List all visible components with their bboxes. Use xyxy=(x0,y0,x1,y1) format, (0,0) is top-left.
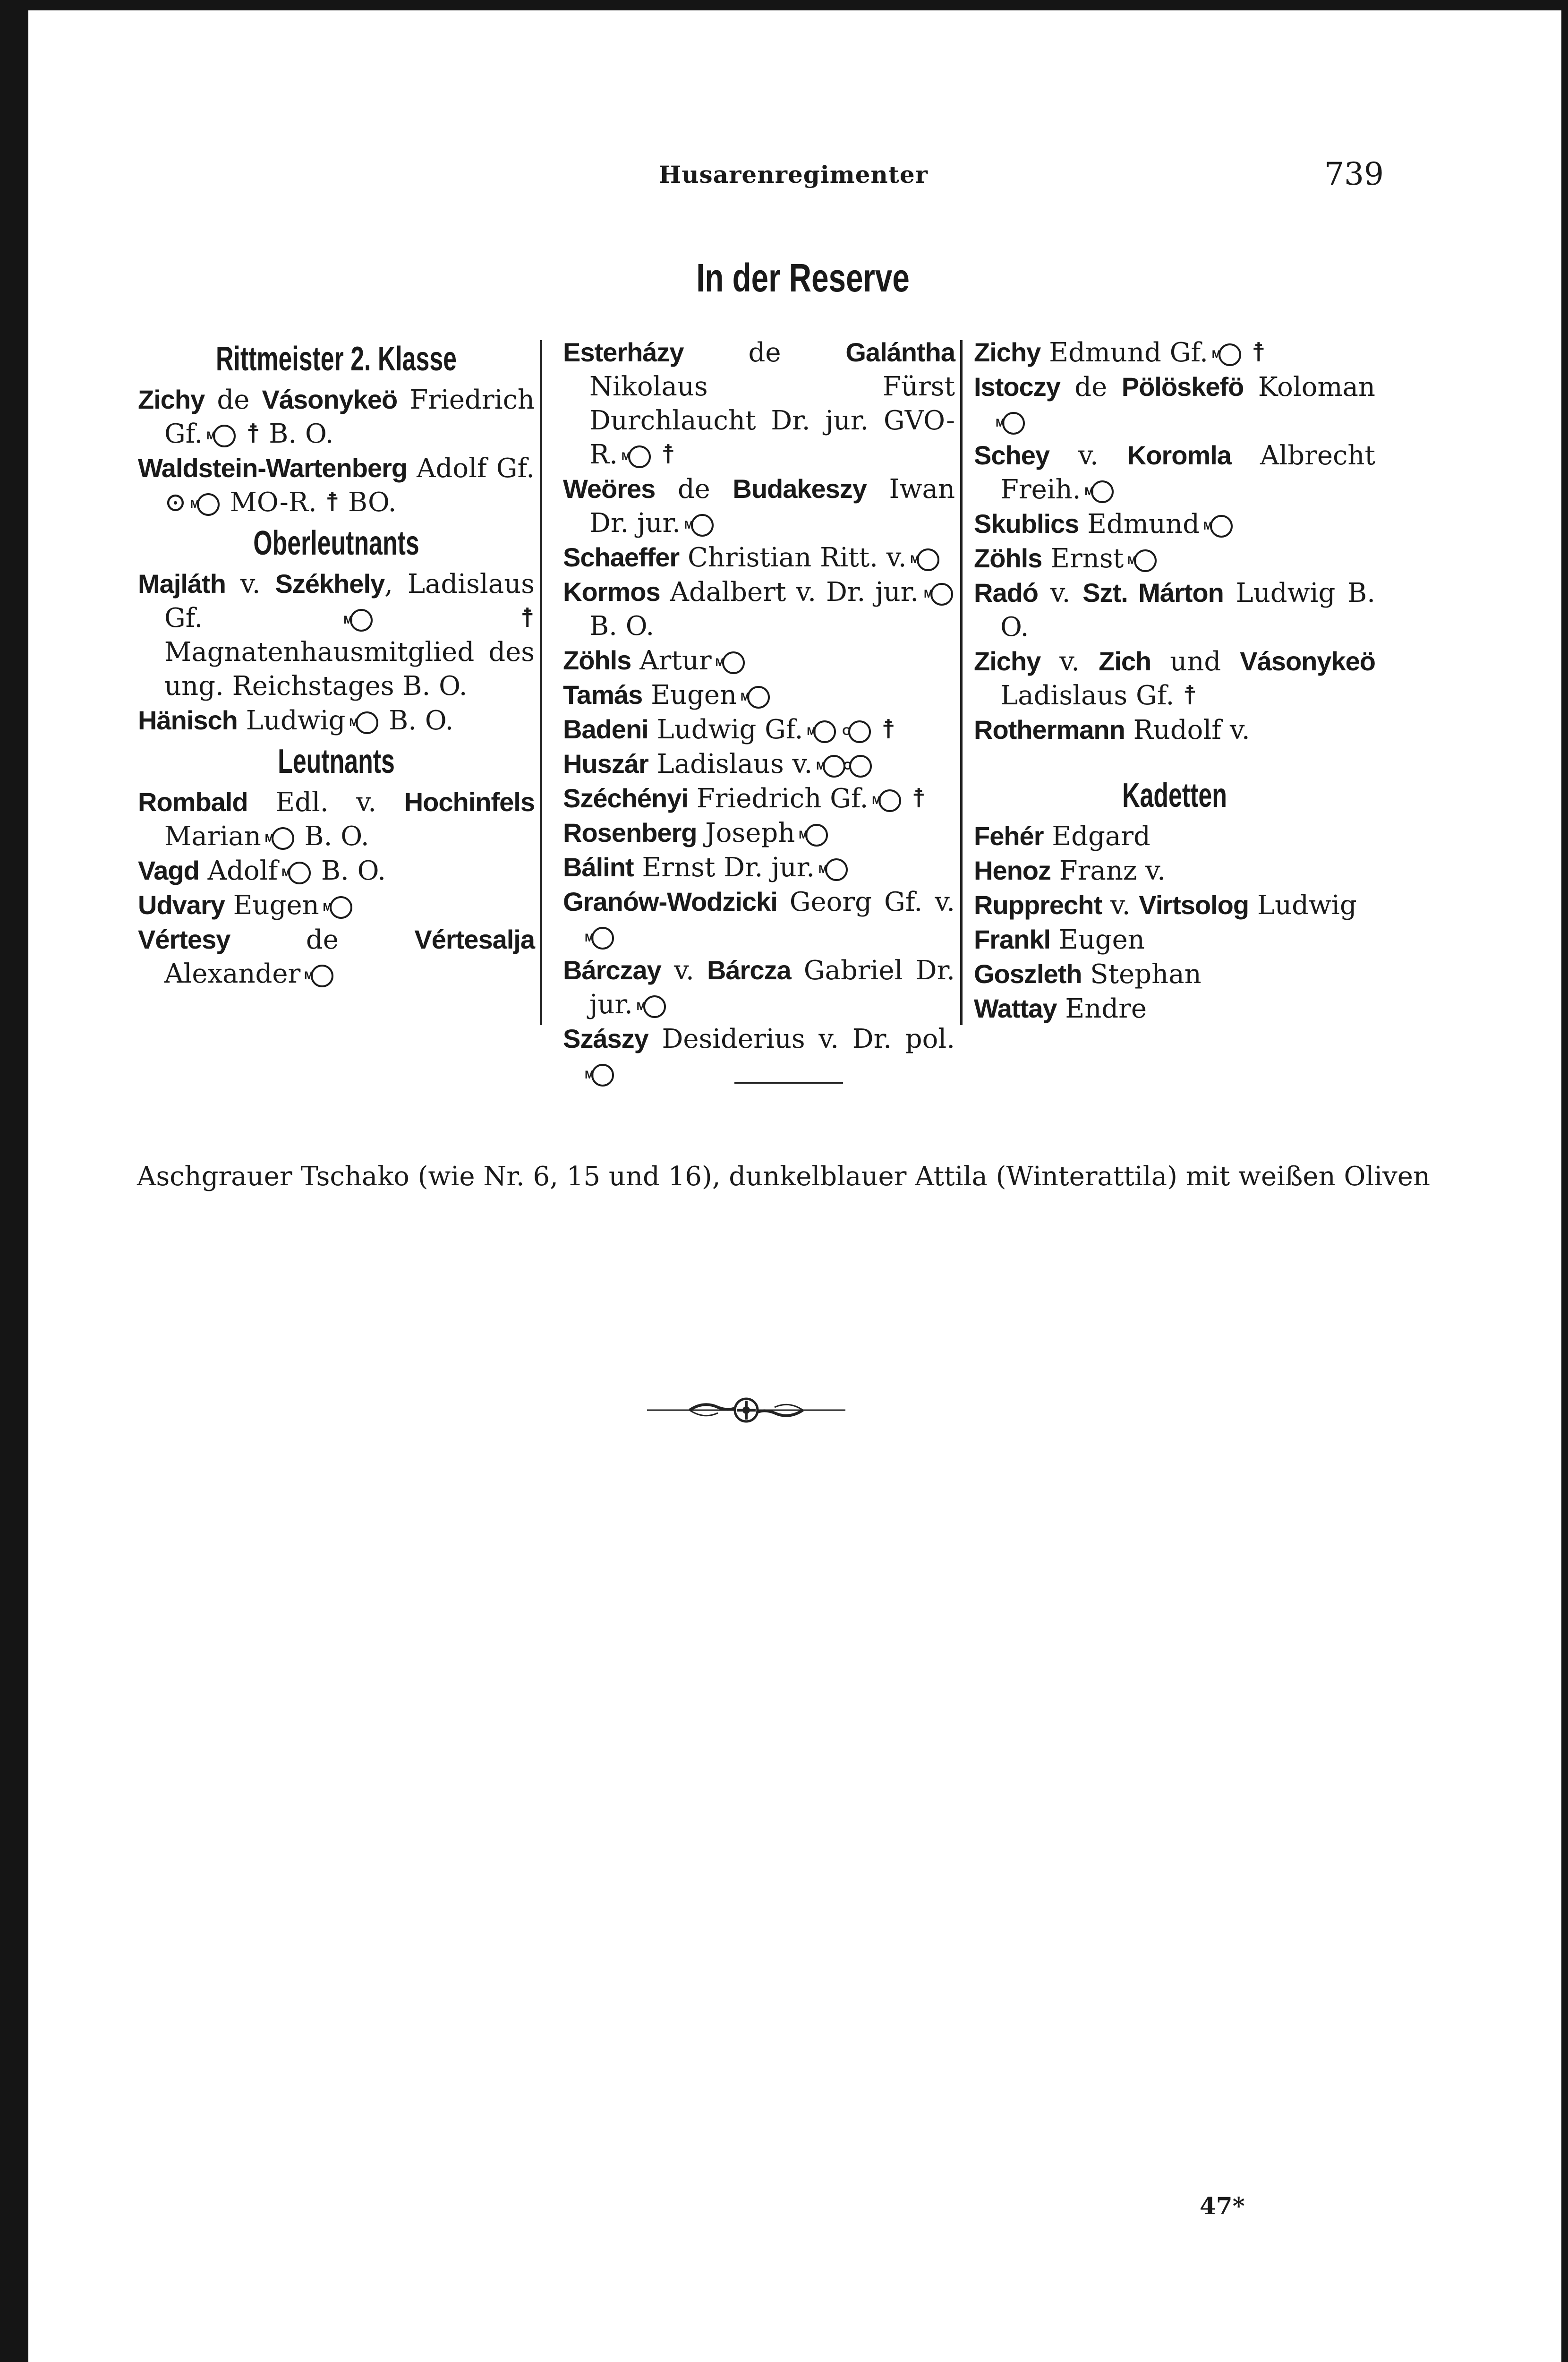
given-names: Adolf Gf. xyxy=(407,453,535,484)
medal-icon: M xyxy=(197,493,220,516)
given-names: Artur xyxy=(631,645,712,676)
place-name: Pölöskefö xyxy=(1121,372,1244,402)
medal-icon: M xyxy=(917,548,939,571)
cross-icon: ☨ xyxy=(1251,337,1266,368)
surname: Zöhls xyxy=(974,543,1042,573)
surname: Badeni xyxy=(563,714,648,744)
place-name: Vásonykeö xyxy=(1240,646,1375,676)
roster-entry xyxy=(563,678,955,712)
roster-entry xyxy=(138,785,535,854)
given-names: Joseph xyxy=(697,818,795,848)
surname: Esterházy xyxy=(563,337,684,367)
given-names: Ludwig Gf. xyxy=(648,714,803,745)
medal-icon: M xyxy=(350,609,373,632)
roster-entry xyxy=(974,644,1375,713)
section-divider xyxy=(734,1082,843,1084)
particle: v. xyxy=(1038,578,1083,608)
entry-suffix: B. O. xyxy=(296,821,369,852)
surname: Rothermann xyxy=(974,715,1125,745)
roster-entry xyxy=(974,819,1375,854)
medal-icon: M xyxy=(591,1064,614,1087)
particle: v. xyxy=(225,569,275,599)
particle: v. xyxy=(1102,890,1139,921)
cross-icon: ☨ xyxy=(520,603,535,633)
roster-entry xyxy=(563,781,955,816)
particle: v. xyxy=(1040,646,1099,677)
given-names: Ernst xyxy=(1042,543,1124,574)
given-names: Iwan Dr. jur. xyxy=(589,474,955,539)
entry-suffix: B. O. xyxy=(260,419,334,449)
surname: Rupprecht xyxy=(974,890,1102,920)
roster-entry xyxy=(138,567,535,703)
entry-suffix: MO-R. xyxy=(221,487,317,518)
particle: de xyxy=(655,474,733,505)
entry-suffix: B. O. xyxy=(380,705,454,736)
place-name: Budakeszy xyxy=(733,474,867,504)
medal-icon: M xyxy=(722,651,745,674)
given-names: Endre xyxy=(1057,993,1147,1024)
entry-suffix: B. O. xyxy=(313,856,386,886)
medal-icon: M xyxy=(691,514,714,537)
signature-mark: 47* xyxy=(1200,2192,1245,2220)
given-names: Stephan xyxy=(1082,959,1202,990)
place-name: Koromla xyxy=(1127,440,1231,470)
place-name: Virtsolog xyxy=(1139,890,1249,920)
surname: Zichy xyxy=(974,646,1041,676)
surname: Udvary xyxy=(138,890,225,920)
surname: Zöhls xyxy=(563,645,631,675)
medal-icon: M xyxy=(628,445,651,468)
surname: Vagd xyxy=(138,856,199,885)
particle: de xyxy=(683,337,846,368)
roster-entry xyxy=(138,923,535,991)
roster-entry xyxy=(563,850,955,885)
given-names: Nikolaus Fürst Durchlaucht Dr. jur. GVO-R. xyxy=(589,371,955,470)
medal-icon: M xyxy=(813,720,836,743)
particle: Edl. v. xyxy=(247,787,404,818)
given-names: Eugen xyxy=(642,680,737,710)
c-medal-icon: C xyxy=(849,755,872,778)
column-right xyxy=(974,335,1375,1026)
medal-icon: M xyxy=(213,425,236,447)
uniform-description: Aschgrauer Tschako (wie Nr. 6, 15 und 16), dunkelblauer Attila (Winterattila) mit weißen Oliven xyxy=(137,1161,1431,1192)
given-names: Marian xyxy=(164,821,261,852)
medal-icon: M xyxy=(1219,343,1241,366)
entry-suffix: BO. xyxy=(340,487,397,518)
cross-icon: ☨ xyxy=(912,783,926,814)
roster-entry xyxy=(563,472,955,540)
surname: Rosenberg xyxy=(563,818,697,847)
roster-entry xyxy=(563,885,955,953)
medal-icon: M xyxy=(643,995,666,1018)
place-name: Vásonykeö xyxy=(262,385,398,414)
surname: Fehér xyxy=(974,821,1044,851)
place-name: Vértesalja xyxy=(414,924,535,954)
given-names: Eugen xyxy=(224,890,319,921)
medal-icon: M xyxy=(1091,480,1114,503)
column-middle xyxy=(563,335,955,1090)
roster-entry xyxy=(974,854,1375,888)
surname: Schaeffer xyxy=(563,542,680,572)
roster-entry xyxy=(138,888,535,923)
roster-entry xyxy=(974,992,1375,1026)
given-names: Ludwig xyxy=(1249,890,1357,921)
main-heading: In der Reserve xyxy=(696,256,910,300)
column-left xyxy=(138,335,535,991)
given-names: Ernst Dr. jur. xyxy=(633,852,815,883)
surname: Zichy xyxy=(974,337,1041,367)
surname: Hänisch xyxy=(138,705,238,735)
roster-entry xyxy=(563,575,955,643)
roster-entry xyxy=(563,712,955,747)
place-name: Galántha xyxy=(845,337,955,367)
given-names: Edmund Gf. xyxy=(1040,337,1208,368)
cross-icon: ☨ xyxy=(325,487,340,518)
roster-entry xyxy=(974,713,1375,747)
given-names: Friedrich Gf. xyxy=(164,385,535,449)
given-names: Ludwig xyxy=(237,705,346,736)
cross-icon: ☨ xyxy=(881,714,896,745)
particle: de xyxy=(1060,372,1122,402)
surname: Rombald xyxy=(138,787,248,817)
cross-icon: ☨ xyxy=(1183,680,1197,711)
medal-icon: M xyxy=(878,789,901,812)
given-names: Rudolf v. xyxy=(1125,715,1250,745)
roster-entry xyxy=(138,383,535,451)
entry-suffix: Magnatenhausmitglied des ung. Reichstages B. O. xyxy=(164,637,535,702)
medal-icon: M xyxy=(805,824,828,847)
surname: Kormos xyxy=(563,577,660,607)
particle: de xyxy=(205,385,262,415)
particle: v. xyxy=(661,955,707,986)
particle: v. xyxy=(1049,440,1127,471)
roster-entry xyxy=(974,576,1375,644)
surname: Istoczy xyxy=(974,372,1060,402)
roster-entry xyxy=(563,816,955,850)
given-names: Alexander xyxy=(164,958,301,989)
medal-icon: M xyxy=(311,965,333,987)
medal-icon: M xyxy=(1210,515,1233,538)
roster-entry xyxy=(138,703,535,738)
roster-entry xyxy=(974,438,1375,507)
given-names: Eugen xyxy=(1050,924,1145,955)
given-names: Gabriel Dr. jur. xyxy=(589,955,955,1020)
surname: Széchényi xyxy=(563,783,688,813)
roster-entry xyxy=(138,451,535,520)
roster-entry xyxy=(563,643,955,678)
medal-icon: M xyxy=(288,862,311,884)
medal-icon: M xyxy=(823,755,845,778)
given-names: Ladislaus v. xyxy=(648,749,813,779)
medal-icon: M xyxy=(747,686,770,709)
roster-entry xyxy=(974,541,1375,576)
medal-icon: M xyxy=(1134,549,1157,572)
given-names: Adalbert v. Dr. jur. xyxy=(660,577,919,608)
column-divider xyxy=(540,340,542,1025)
surname: Henoz xyxy=(974,856,1051,885)
roster-entry xyxy=(563,747,955,781)
roster-entry xyxy=(974,370,1375,438)
roster-entry xyxy=(974,507,1375,541)
place-name: Zich xyxy=(1099,646,1151,676)
cross-icon: ☨ xyxy=(661,439,676,470)
given-names: Christian Ritt. v. xyxy=(679,542,907,573)
surname: Frankl xyxy=(974,924,1051,954)
given-names: Albrecht Freih. xyxy=(1000,440,1375,505)
section-heading: Oberleutnants xyxy=(253,524,419,562)
medal-icon: M xyxy=(930,583,953,606)
section-heading: Rittmeister 2. Klasse xyxy=(215,340,457,378)
medal-icon: M xyxy=(356,711,378,734)
roster-entry xyxy=(974,923,1375,957)
roster-entry xyxy=(974,957,1375,992)
column-divider xyxy=(960,340,963,1025)
page-number: 739 xyxy=(1324,156,1384,192)
surname: Bárczay xyxy=(563,955,661,985)
given-names: Edgard xyxy=(1043,821,1150,852)
given-names: Ludwig B. O. xyxy=(1000,578,1375,642)
surname: Huszár xyxy=(563,749,648,779)
given-names: Edmund xyxy=(1079,509,1200,539)
place-name: Székhely xyxy=(275,569,385,599)
surname: Goszleth xyxy=(974,959,1082,989)
given-names: Koloman xyxy=(1244,372,1376,402)
place-name: Bárcza xyxy=(707,955,791,985)
roster-entry xyxy=(563,953,955,1022)
medal-icon: M xyxy=(1002,412,1025,435)
surname: Vértesy xyxy=(138,924,230,954)
medal-icon: M xyxy=(825,858,848,881)
medal-icon: M xyxy=(272,827,294,850)
surname: Skublics xyxy=(974,509,1079,539)
given-names: Friedrich Gf. xyxy=(688,783,869,814)
medal-icon: M xyxy=(591,927,614,950)
c-medal-icon: C xyxy=(848,720,871,743)
surname: Schey xyxy=(974,440,1049,470)
given-names: Adolf xyxy=(199,856,278,886)
roster-entry xyxy=(563,540,955,575)
roster-entry xyxy=(563,1022,955,1090)
surname: Radó xyxy=(974,578,1038,608)
given-names: , Ladislaus Gf. xyxy=(164,569,535,633)
surname: Bálint xyxy=(563,852,634,882)
given-names: Georg Gf. v. xyxy=(777,887,955,917)
particle: de xyxy=(230,924,415,955)
surname: Wattay xyxy=(974,993,1057,1023)
roster-entry xyxy=(974,888,1375,923)
given-names: Desiderius v. Dr. pol. xyxy=(648,1024,955,1054)
given-names: Ladislaus Gf. xyxy=(1000,680,1175,711)
roster-entry xyxy=(563,335,955,472)
running-header: Husarenregimenter xyxy=(658,161,929,188)
surname: Weöres xyxy=(563,474,656,504)
surname: Zichy xyxy=(138,385,205,414)
roster-entry xyxy=(974,335,1375,370)
cross-icon: ☨ xyxy=(246,419,261,449)
surname: Szászy xyxy=(563,1024,648,1053)
surname: Granów-Wodzicki xyxy=(563,887,777,916)
particle: und xyxy=(1151,646,1240,677)
given-names: Franz v. xyxy=(1051,856,1166,886)
surname: Waldstein-Wartenberg xyxy=(138,453,408,483)
roster-entry xyxy=(138,854,535,888)
section-heading: Kadetten xyxy=(1122,777,1227,814)
medal-icon: M xyxy=(330,896,352,919)
surname: Majláth xyxy=(138,569,226,599)
section-heading: Leutnants xyxy=(278,743,395,780)
place-name: Szt. Márton xyxy=(1082,578,1224,608)
ornament-flourish-icon xyxy=(647,1391,845,1429)
circle-dot-icon: ⊙ xyxy=(164,487,187,518)
place-name: Hochinfels xyxy=(404,787,535,817)
entry-suffix: B. O. xyxy=(589,611,655,642)
surname: Tamás xyxy=(563,680,643,710)
